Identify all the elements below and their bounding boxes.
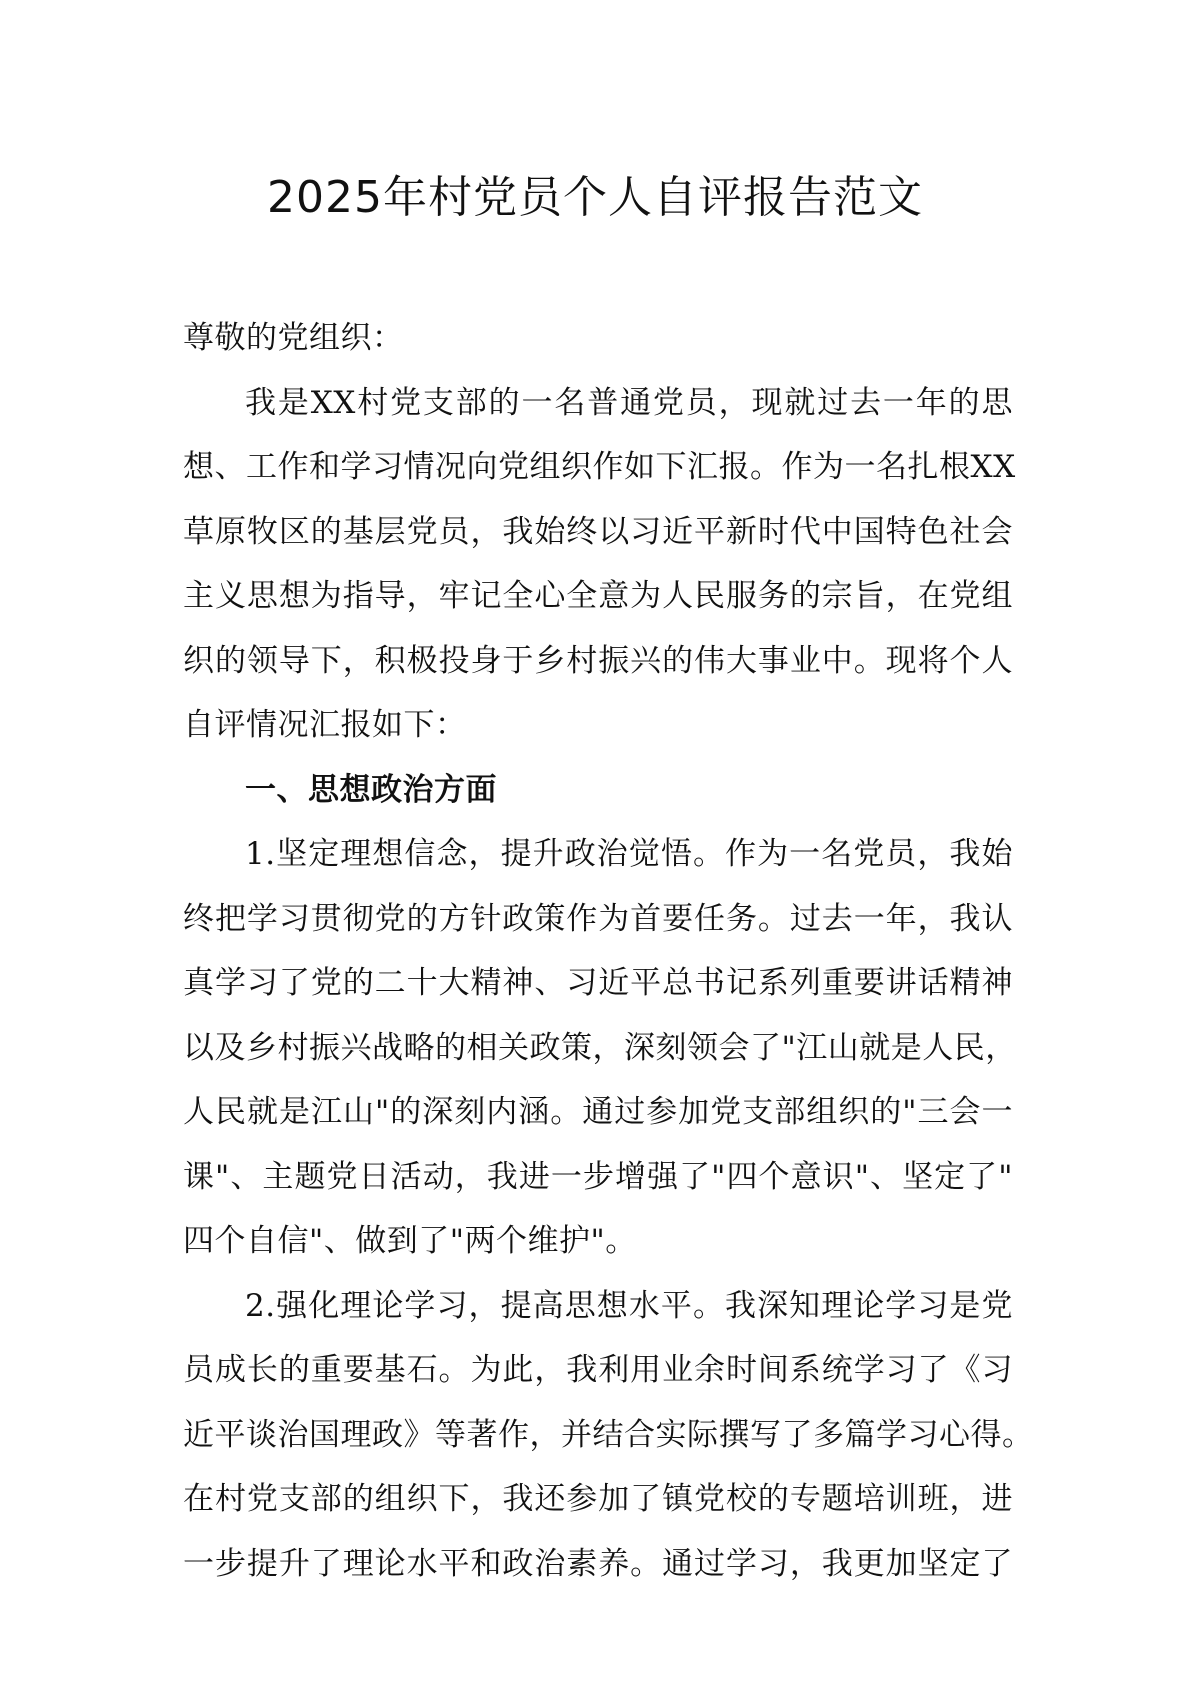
paragraph-line: 近平谈治国理政》等著作，并结合实际撰写了多篇学习心得。	[183, 1416, 1034, 1453]
paragraph-line: 课"、主题党日活动，我进一步增强了"四个意识"、坚定了"	[183, 1158, 1013, 1195]
paragraph-line: 以及乡村振兴战略的相关政策，深刻领会了"江山就是人民，	[183, 1029, 1017, 1066]
paragraph-line: 人民就是江山"的深刻内涵。通过参加党支部组织的"三会一	[183, 1094, 1013, 1130]
paragraph-line: 真学习了党的二十大精神、习近平总书记系列重要讲话精神	[183, 965, 1013, 1001]
document-body	[183, 306, 1034, 1596]
paragraph-line: 2.强化理论学习，提高思想水平。我深知理论学习是党	[245, 1287, 1013, 1324]
paragraph-line: 四个自信"、做到了"两个维护"。	[183, 1223, 637, 1259]
paragraph-line: 一步提升了理论水平和政治素养。通过学习，我更加坚定了	[183, 1545, 1013, 1582]
intro-line: 想、工作和学习情况向党组织作如下汇报。作为一名扎根XX	[183, 449, 1016, 485]
salutation: 尊敬的党组织：	[183, 320, 404, 356]
paragraph-line: 1.坚定理想信念，提升政治觉悟。作为一名党员，我始	[245, 836, 1013, 872]
document-title: 2025年村党员个人自评报告范文	[267, 172, 923, 223]
intro-line: 主义思想为指导，牢记全心全意为人民服务的宗旨，在党组	[183, 578, 1013, 614]
intro-line: 草原牧区的基层党员，我始终以习近平新时代中国特色社会	[183, 513, 1013, 550]
intro-line: 我是XX村党支部的一名普通党员，现就过去一年的思	[245, 384, 1013, 421]
intro-line: 自评情况汇报如下：	[183, 707, 467, 743]
paragraph-line: 在村党支部的组织下，我还参加了镇党校的专题培训班，进	[183, 1481, 1013, 1517]
section-heading: 一、思想政治方面	[245, 771, 497, 808]
paragraph-line: 终把学习贯彻党的方针政策作为首要任务。过去一年，我认	[183, 900, 1013, 937]
paragraph-line: 员成长的重要基石。为此，我利用业余时间系统学习了《习	[183, 1352, 1013, 1388]
intro-line: 织的领导下，积极投身于乡村振兴的伟大事业中。现将个人	[183, 642, 1013, 679]
